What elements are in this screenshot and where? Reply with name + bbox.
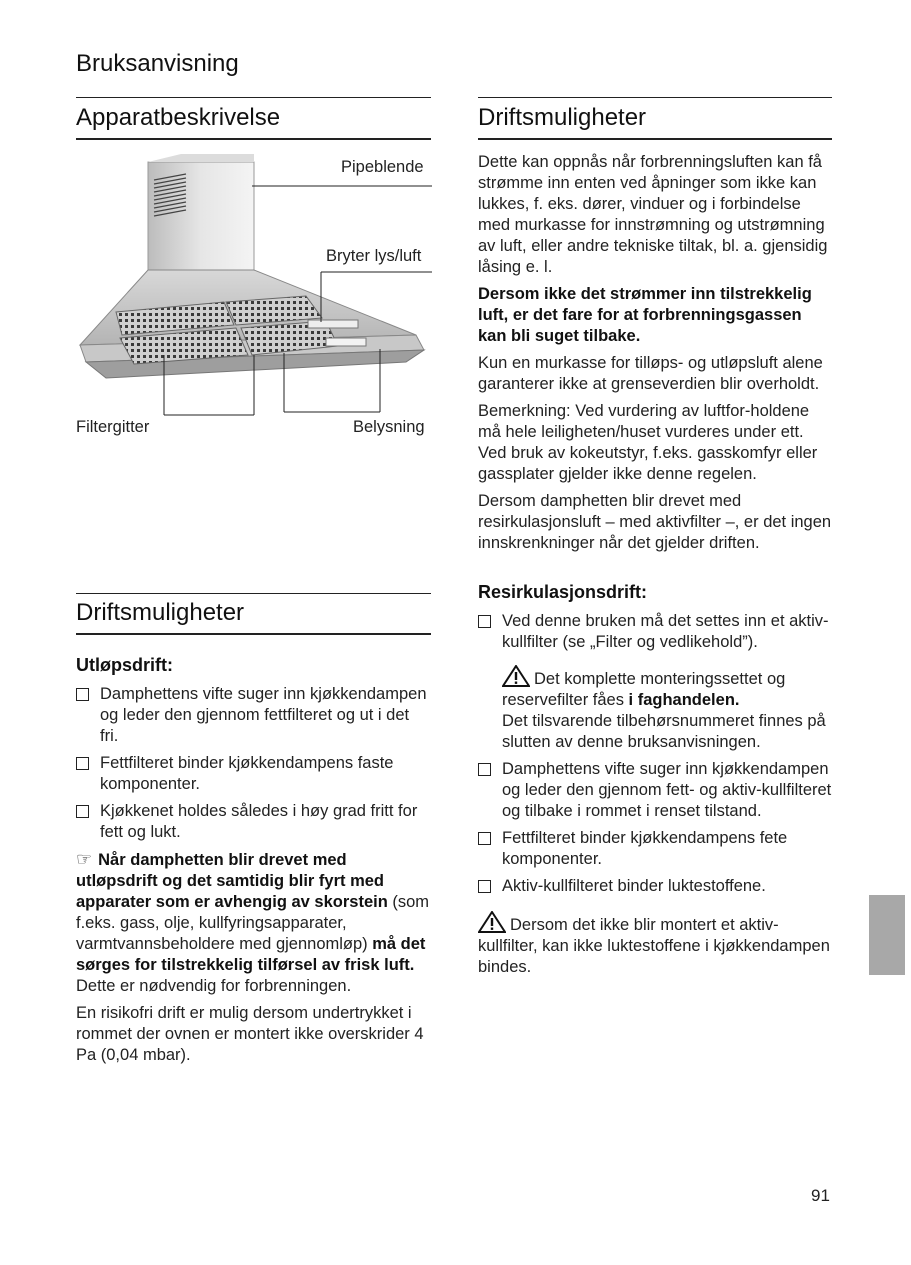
warning-note: Det komplette monteringssettet og reservefilter fåes i faghandelen. Det tilsvarende tilbehørsnummeret finnes på slutten av denne bruksanvisningen. xyxy=(478,665,832,753)
warning-note: Dersom det ikke blir montert et aktiv-kullfilter, kan ikke luktestoffene i kjøkkendampen bindes. xyxy=(478,911,832,978)
divider xyxy=(478,97,832,98)
divider xyxy=(76,593,431,594)
checkbox-bullet-icon xyxy=(76,805,89,818)
list-item: Damphettens vifte suger inn kjøkkendampen og leder den gjennom fettfilteret og ut i det fri. xyxy=(76,684,431,747)
paragraph: Bemerkning: Ved vurdering av luftfor-holdene må hele leiligheten/huset vurderes under ett. Ved bruk av kokeutstyr, f.eks. gasskomfyr eller gassplater gjelder ikke denne regelen. xyxy=(478,402,818,483)
left-body xyxy=(76,655,431,1072)
section-heading: Driftsmuligheter xyxy=(76,599,245,626)
checkbox-bullet-icon xyxy=(76,688,89,701)
subheading: Utløpsdrift: xyxy=(76,655,173,675)
divider xyxy=(76,138,431,140)
section-heading: Driftsmuligheter xyxy=(478,104,647,131)
checkbox-bullet-icon xyxy=(478,832,491,845)
list-item: Ved denne bruken må det settes inn et aktiv-kullfilter (se „Filter og vedlikehold”). xyxy=(478,611,832,653)
list-item: Fettfilteret binder kjøkkendampens fete komponenter. xyxy=(478,828,832,870)
subheading: Resirkulasjonsdrift: xyxy=(478,582,648,602)
checkbox-bullet-icon xyxy=(478,615,491,628)
warning-icon xyxy=(502,665,530,687)
checkbox-bullet-icon xyxy=(76,757,89,770)
divider xyxy=(478,138,832,140)
pointing-hand-icon: ☞ xyxy=(76,849,93,869)
checkbox-bullet-icon xyxy=(478,880,491,893)
list-item: Damphettens vifte suger inn kjøkkendampen og leder den gjennom fett- og aktiv-kullfilteret og tilbake i rommet i renset tilstand. xyxy=(478,759,832,822)
divider xyxy=(76,633,431,635)
page-number: 91 xyxy=(811,1186,830,1205)
label-bryter: Bryter lys/luft xyxy=(326,247,422,265)
warning-icon xyxy=(478,911,506,933)
right-body xyxy=(478,152,832,978)
label-pipeblende: Pipeblende xyxy=(341,158,424,176)
paragraph: Dette kan oppnås når forbrenningsluften kan få strømme inn enten ved åpninger som ikke kan lukkes, f. eks. dører, vinduer og i forbindelse med murkasse for innstrømning og utstrømning av luft, eller andre tekniske tiltak, bl. a. gjensidig låsing e. l. xyxy=(478,153,828,276)
list-item: Fettfilteret binder kjøkkendampens faste komponenter. xyxy=(76,753,431,795)
checkbox-bullet-icon xyxy=(478,763,491,776)
page-header-title: Bruksanvisning xyxy=(76,50,239,77)
paragraph: En risikofri drift er mulig dersom undertrykket i rommet der ovnen er montert ikke overskrider 4 Pa (0,04 mbar). xyxy=(76,1004,424,1064)
divider xyxy=(76,97,431,98)
note-paragraph: ☞ Når damphetten blir drevet med utløpsdrift og det samtidig blir fyrt med apparater som er avhengig av skorstein (som f.eks. gass, olje, kullfyringsapparater, varmtvannsbeholdere med gjennomløp) må det sørges for tilstrekkelig tilførsel av frisk luft. Dette er nødvendig for forbrenningen. xyxy=(76,849,430,995)
label-belysning: Belysning xyxy=(353,418,425,436)
section-heading: Apparatbeskrivelse xyxy=(76,104,281,131)
list-item: Kjøkkenet holdes således i høy grad fritt for fett og lukt. xyxy=(76,801,431,843)
list-item: Aktiv-kullfilteret binder luktestoffene. xyxy=(478,876,832,897)
side-tab-marker xyxy=(869,895,905,975)
range-hood-illustration xyxy=(76,150,432,425)
label-filtergitter: Filtergitter xyxy=(76,418,150,436)
paragraph: Dersom damphetten blir drevet med resirkulasjonsluft – med aktivfilter –, er det ingen innskrenkninger når det gjelder driften. xyxy=(478,492,832,552)
paragraph: Kun en murkasse for tilløps- og utløpsluft alene garanterer ikke at grenseverdien blir overholdt. xyxy=(478,354,823,393)
warning-paragraph: Dersom ikke det strømmer inn tilstrekkelig luft, er det fare for at forbrenningsgassen kan bli suget tilbake. xyxy=(478,285,812,345)
